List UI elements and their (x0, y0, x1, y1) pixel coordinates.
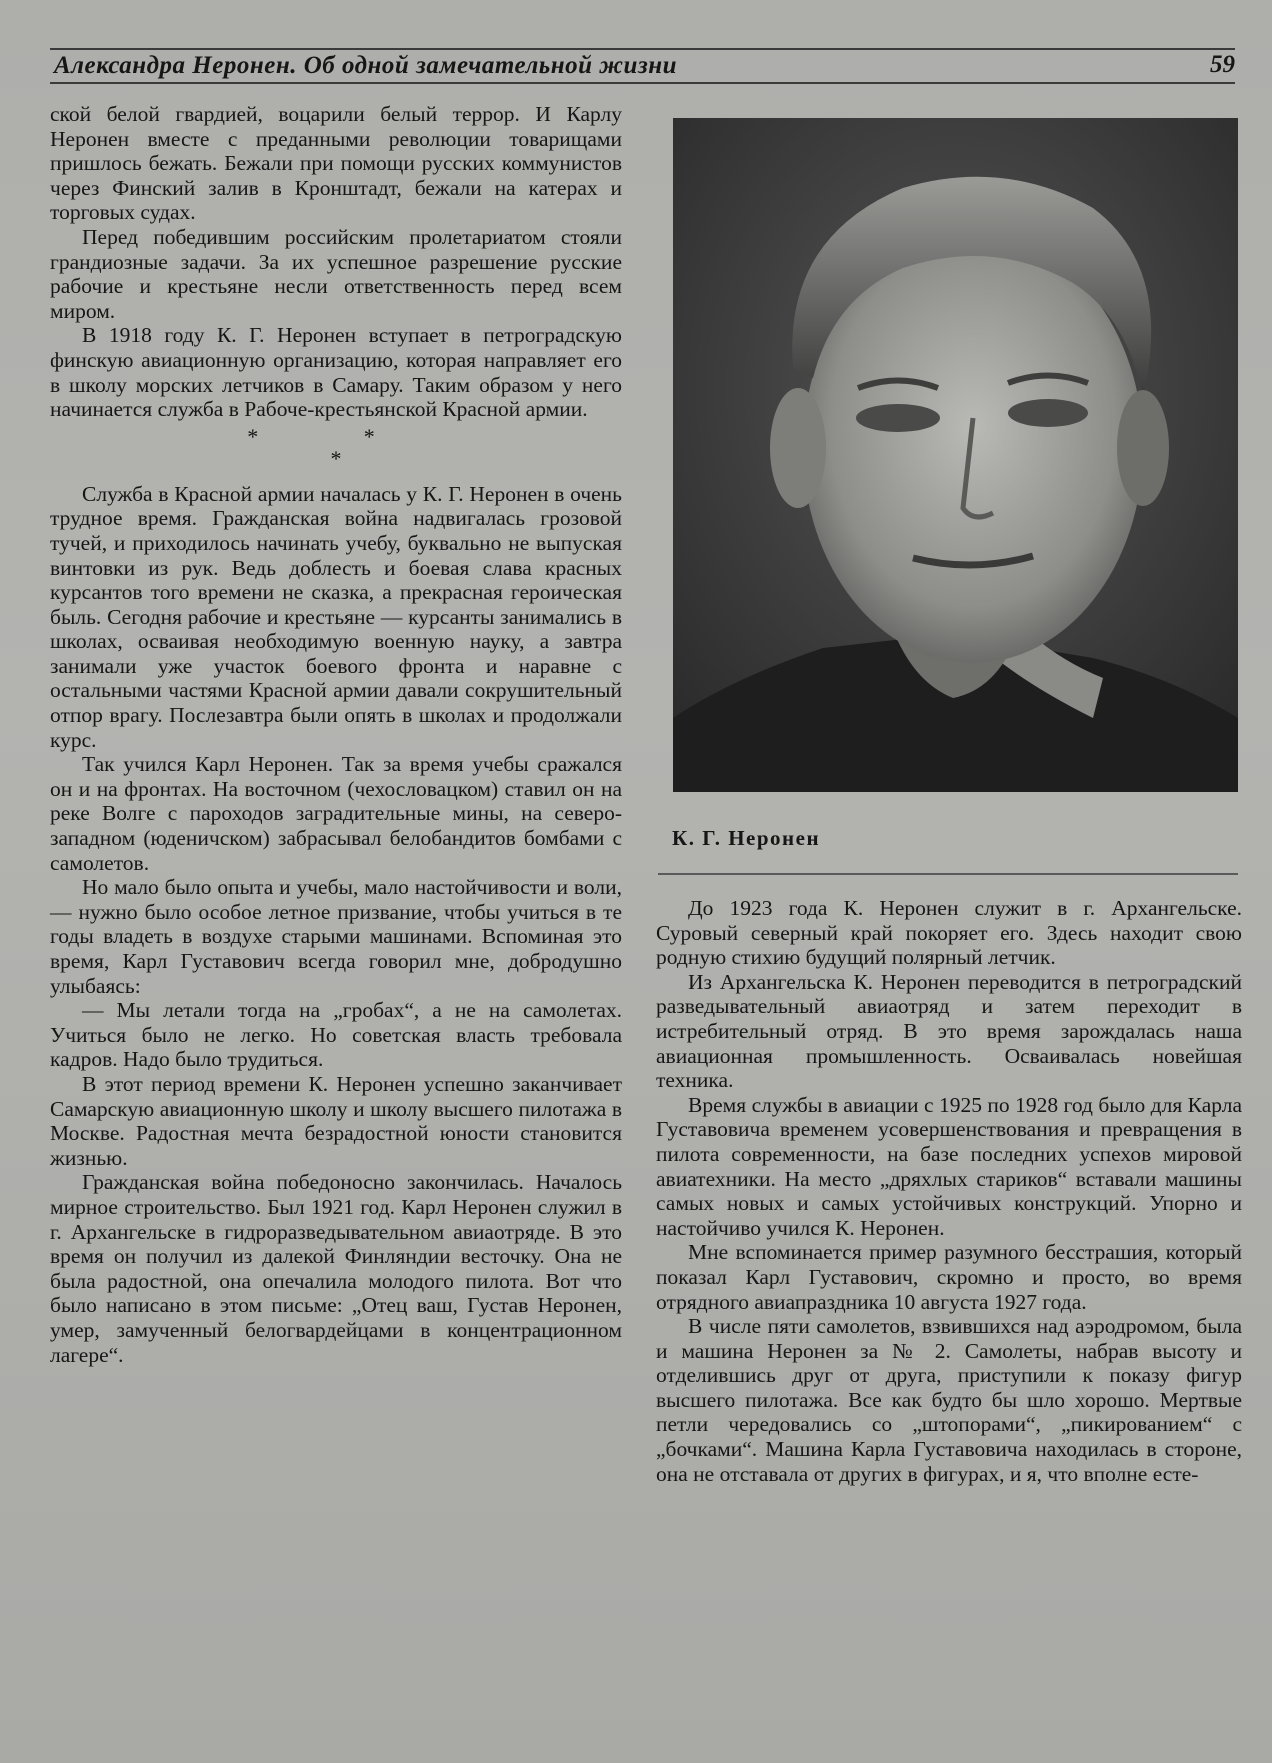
paragraph: Мне вспоминается пример разумного бесстрашия, который показал Карл Густавович, скромно и просто, во время отрядного авиапраздника 10 августа 1927 года. (656, 1240, 1242, 1314)
divider-stars-top: * * (247, 423, 425, 449)
paragraph: До 1923 года К. Неронен служит в г. Архангельске. Суровый северный край покоряет его. Здесь находит свою родную стихию будущий полярный летчик. (656, 896, 1242, 970)
caption-divider (658, 873, 1238, 875)
paragraph: Служба в Красной армии началась у К. Г. Неронен в очень трудное время. Гражданская война надвигалась грозовой тучей, и приходилось начинать учебу, буквально не выпуская винтовки из рук. Ведь доблесть и боевая слава красных курсантов того времени не сказка, а прекрасная героическая быль. Сегодня рабочие и крестьяне — курсанты занимались в школах, осваивая необходимую военную науку, а завтра занимали уже участок боевого фронта и наравне с остальными частями Красной армии давали сокрушительный отпор врагу. Послезавтра были опять в школах и продолжали курс. (50, 481, 622, 752)
paragraph: Перед победившим российским пролетариатом стояли грандиозные задачи. За их успешное разрешение русские рабочие и крестьяне несли ответственность перед всем миром. (50, 224, 622, 323)
section-divider (50, 423, 622, 471)
portrait-image (673, 118, 1238, 792)
paragraph: Гражданская война победоносно закончилась. Началось мирное строительство. Был 1921 год. Карл Неронен служил в г. Архангельске в гидроразведывательном авиаотряде. В это время он получил из далекой Финляндии весточку. Она не была радостной, она опечалила молодого пилота. Вот что было написано в этом письме: „Отец ваш, Густав Неронен, умер, замученный белогвардейцами в концентрационном лагере“. (50, 1170, 622, 1367)
portrait-photo (673, 118, 1238, 792)
paragraph: Но мало было опыта и учебы, мало настойчивости и воли, — нужно было особое летное призвание, чтобы учиться в те годы владеть в воздухе старыми машинами. Вспоминая это время, Карл Густавович всегда говорил мне, добродушно улыбаясь: (50, 875, 622, 998)
header-bottom-rule (50, 82, 1235, 84)
paragraph: Время службы в авиации с 1925 по 1928 год было для Карла Густавовича временем усовершенствования и превращения в пилота современности, на базе последних успехов мировой авиатехники. На место „дряхлых стариков“ вставали машины самых новых и самых устойчивых конструкций. Упорно и настойчиво учился К. Неронен. (656, 1092, 1242, 1240)
running-title: Александра Неронен. Об одной замечательной жизни (54, 52, 677, 79)
header-top-rule (50, 48, 1235, 50)
paragraph: Так учился Карл Неронен. Так за время учебы сражался он и на фронтах. На восточном (чехословацком) ставил он на реке Волге с пароходов заградительные мины, на северо-западном (юденичском) забрасывал белобандитов бомбами с самолетов. (50, 752, 622, 875)
paragraph: ской белой гвардией, воцарили белый террор. И Карлу Неронен вместе с преданными революции товарищами пришлось бежать. Бежали при помощи русских коммунистов через Финский залив в Кронштадт, бежали на катерах и торговых судах. (50, 102, 622, 225)
running-header (50, 48, 1235, 84)
left-column (50, 102, 622, 1367)
photo-caption: К. Г. Неронен (672, 826, 821, 850)
divider-stars-bottom: * (330, 445, 342, 471)
quote-paragraph: — Мы летали тогда на „гробах“, а не на самолетах. Учиться было не легко. Но советская власть требовала кадров. Надо было трудиться. (50, 998, 622, 1072)
right-column (656, 896, 1242, 1486)
page-number: 59 (1210, 51, 1235, 78)
paragraph: В этот период времени К. Неронен успешно заканчивает Самарскую авиационную школу и школу высшего пилотажа в Москве. Радостная мечта безрадостной юности становится жизнью. (50, 1071, 622, 1170)
paragraph: Из Архангельска К. Неронен переводится в петроградский разведывательный авиаотряд и затем переходит в истребительный отряд. В это время зарождалась наша авиационная промышленность. Осваивалась новейшая техника. (656, 969, 1242, 1093)
paragraph: В 1918 году К. Г. Неронен вступает в петроградскую финскую авиационную организацию, которая направляет его в школу морских летчиков в Самару. Таким образом у него начинается служба в Рабоче-крестьянской Красной армии. (50, 323, 622, 422)
paragraph: В числе пяти самолетов, взвившихся над аэродромом, была и машина Неронен за № 2. Самолеты, набрав высоту и отделившись друг от друга, приступили к показу фигур высшего пилотажа. Все как будто бы шло хорошо. Мертвые петли чередовались со „штопорами“, „пикированием“ с „бочками“. Машина Карла Густавовича находилась в стороне, она не отставала от других в фигурах, и я, что вполне есте- (656, 1314, 1242, 1486)
